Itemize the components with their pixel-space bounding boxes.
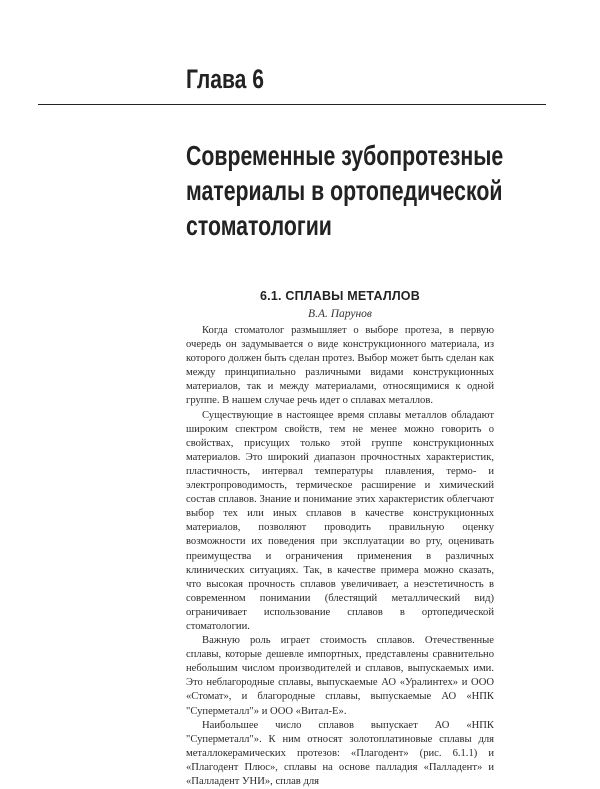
chapter-divider-rule: [38, 104, 546, 105]
section-author: В.А. Парунов: [308, 308, 372, 320]
body-paragraph: Важную роль играет стоимость сплавов. Отечественные сплавы, которые дешевле импортных, представлены сравнительно небольшим числом производителей и сплавов, выпускаемых ими. Это неблагородные сплавы, выпускаемые АО «Уралинтех» и ООО «Стомат», и благородные сплавы, выпускаемые АО «НПК "Суперметалл"» и ООО «Витал-Е».: [186, 635, 494, 717]
body-text: [186, 324, 494, 789]
chapter-label: Глава 6: [186, 64, 264, 94]
body-paragraph: Когда стоматолог размышляет о выборе протеза, в первую очередь он задумывается о виде конструкционного материала, из которого должен быть сделан протез. Выбор может быть сделан как между принципиально различными видами конструкционных материалов, так и между материалами, относящимися к одной группе. В нашем случае речь идет о сплавах металлов.: [186, 325, 494, 407]
body-paragraph: Наибольшее число сплавов выпускает АО «НПК "Суперметалл"». К ним относят золотоплатиновые сплавы для металлокерамических протезов: «Плагодент» (рис. 6.1.1) и «Плагодент Плюс», сплавы на основе палладия «Палладент» и «Палладент УНИ», сплав для: [186, 719, 494, 787]
section-heading: 6.1. СПЛАВЫ МЕТАЛЛОВ: [260, 289, 420, 303]
chapter-title: [186, 138, 503, 243]
chapter-title-line: Современные зубопротезные: [186, 140, 504, 171]
chapter-title-line: материалы в ортопедической: [186, 175, 503, 206]
chapter-title-line: стоматологии: [186, 210, 332, 241]
body-paragraph: Существующие в настоящее время сплавы металлов обладают широким спектром свойств, тем не менее можно говорить о свойствах, присущих только этой группе конструкционных материалов. Это широкий диапазон прочностных характеристик, пластичность, интервал температуры плавления, термо- и электропроводимость, термическое расширение и химический состав сплавов. Знание и понимание этих характеристик облегчают выбор тех или иных сплавов в качестве конструкционных материалов, позволяют проводить правильную оценку возможности их поведения при эксплуатации во рту, оценивать преимущества и ограничения применения в различных клинических ситуациях. Так, в качестве примера можно сказать, что высокая прочность сплавов увеличивает, а неэстетичность в современном понимании (блестящий металлический вид) ограничивает использование сплавов в ортопедической стоматологии.: [186, 409, 494, 632]
